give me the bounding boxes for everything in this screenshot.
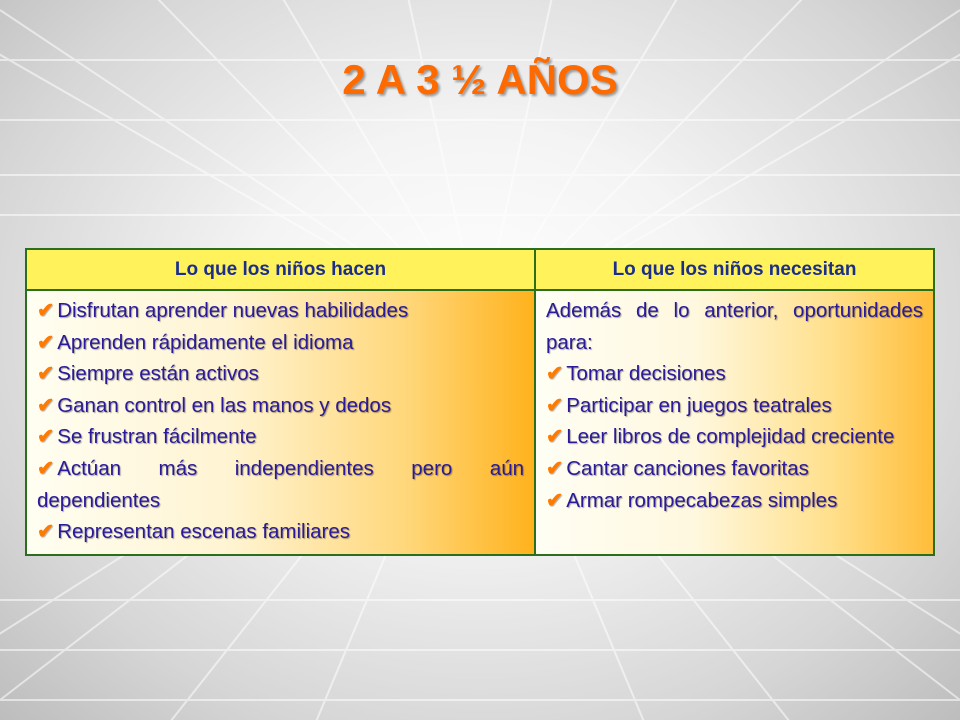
slide-title: 2 A 3 ½ AÑOS [342, 56, 618, 103]
column-header-necesitan: Lo que los niños necesitan [536, 250, 933, 291]
checkmark-icon: ✔ [37, 456, 55, 480]
list-item: ✔ Representan escenas familiares [37, 520, 351, 544]
checkmark-icon: ✔ [546, 393, 564, 417]
checkmark-icon: ✔ [37, 393, 55, 417]
column-body-hacen [27, 291, 536, 554]
checkmark-icon: ✔ [546, 425, 564, 449]
list-item: ✔ Se frustran fácilmente [37, 425, 257, 449]
list-item: ✔ Disfrutan aprender nuevas habilidades [37, 299, 409, 322]
checkmark-icon: ✔ [546, 362, 564, 386]
list-item: ✔ Tomar decisiones [546, 362, 726, 386]
checkmark-icon: ✔ [37, 425, 55, 449]
column-header-hacen: Lo que los niños hacen [27, 250, 536, 291]
list-item: ✔ Leer libros de complejidad creciente [546, 425, 895, 449]
list-item: ✔ Cantar canciones favoritas [546, 456, 809, 480]
list-item: ✔ Participar en juegos teatrales [546, 393, 832, 417]
list-item: ✔ Actúan más independientes pero aún dependientes [37, 456, 524, 512]
list-item: ✔ Aprenden rápidamente el idioma [37, 330, 354, 354]
list-item: ✔ Ganan control en las manos y dedos [37, 393, 392, 417]
content-table [25, 248, 935, 556]
checkmark-icon: ✔ [546, 488, 564, 512]
intro-text: Además de lo anterior, oportunidades para: [546, 299, 923, 354]
list-item: ✔ Siempre están activos [37, 362, 259, 386]
column-body-necesitan [536, 291, 933, 554]
checkmark-icon: ✔ [37, 520, 55, 544]
checkmark-icon: ✔ [546, 456, 564, 480]
checkmark-icon: ✔ [37, 330, 55, 354]
list-item: ✔ Armar rompecabezas simples [546, 488, 838, 512]
checkmark-icon: ✔ [37, 299, 55, 322]
checkmark-icon: ✔ [37, 362, 55, 386]
